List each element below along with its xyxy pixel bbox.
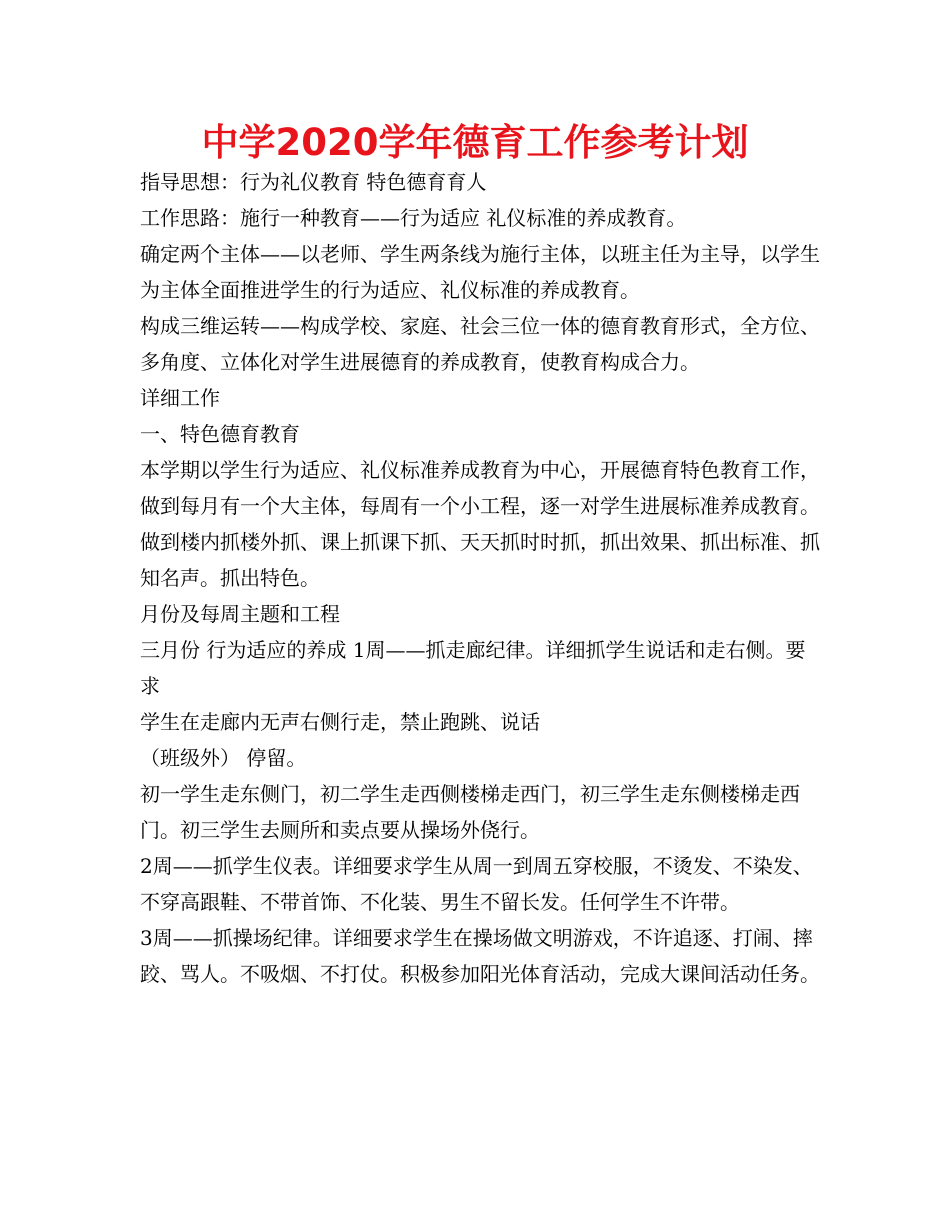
paragraph-corridor-rules: 学生在走廊内无声右侧行走，禁止跑跳、说话 [140,710,540,734]
paragraph-march-week1: 三月份 行为适应的养成 1周——抓走廊纪律。详细抓学生说话和走右侧。要求 [140,638,806,698]
paragraph-week2-appearance: 2周——抓学生仪表。详细要求学生从周一到周五穿校服，不烫发、不染发、不穿高跟鞋、不带首饰、不化装、男生不留长发。任何学生不许带。 [140,854,813,914]
document-title: 中学2020学年德育工作参考计划 [201,121,749,164]
paragraph-two-subjects: 确定两个主体——以老师、学生两条线为施行主体，以班主任为主导，以学生为主体全面推进学生的行为适应、礼仪标准的养成教育。 [140,242,820,302]
section-heading-special-education: 一、特色德育教育 [140,422,300,446]
paragraph-outside-class: （班级外） 停留。 [140,746,307,770]
paragraph-week3-playground: 3周——抓操场纪律。详细要求学生在操场做文明游戏，不许追逐、打闹、摔跤、骂人。不吸烟、不打仗。积极参加阳光体育活动，完成大课间活动任务。 [140,926,820,986]
paragraph-three-dimensions: 构成三维运转——构成学校、家庭、社会三位一体的德育教育形式，全方位、多角度、立体化对学生进展德育的养成教育，使教育构成合力。 [140,314,820,374]
paragraph-grade-routes: 初一学生走东侧门，初二学生走西侧楼梯走西门，初三学生走东侧楼梯走西门。初三学生去厕所和卖点要从操场外侥行。 [140,782,800,842]
paragraph-guiding-idea: 指导思想：行为礼仪教育 特色德育育人 [140,170,487,194]
document-body [140,164,820,992]
section-heading-detailed-work: 详细工作 [140,386,220,410]
paragraph-semester-focus: 本学期以学生行为适应、礼仪标准养成教育为中心，开展德育特色教育工作，做到每月有一个大主体，每周有一个小工程，逐一对学生进展标准养成教育。做到楼内抓楼外抓、课上抓课下抓、天天抓时时抓，抓出效果、抓出标准、抓知名声。抓出特色。 [140,458,820,590]
section-heading-monthly-themes: 月份及每周主题和工程 [140,602,340,626]
paragraph-work-approach: 工作思路：施行一种教育——行为适应 礼仪标准的养成教育。 [140,206,687,230]
